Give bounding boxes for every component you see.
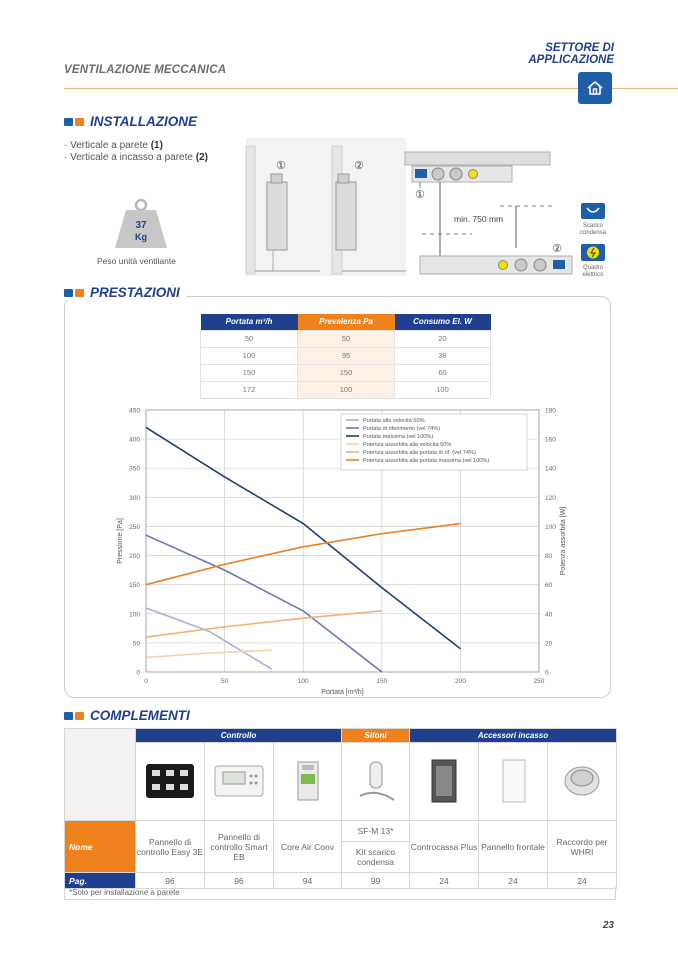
cell: 100 xyxy=(395,381,491,398)
legend-entry: Portata alla velocità 50% xyxy=(363,418,425,424)
y-tick-label: 200 xyxy=(129,553,140,561)
x-tick-label: 0 xyxy=(144,678,148,685)
cell: 60 xyxy=(395,364,491,381)
cell: 100 xyxy=(298,381,395,398)
complementi-table xyxy=(64,728,617,889)
item-name: SF-M 13* xyxy=(342,821,409,842)
installazione-heading xyxy=(64,114,197,129)
y-tick-label: 300 xyxy=(129,494,140,502)
y-tick-label: 0 xyxy=(136,669,140,677)
prestazioni-heading xyxy=(64,285,186,300)
diagram-mark-2: ② xyxy=(354,159,364,172)
y-tick-label: 50 xyxy=(132,640,140,648)
weight-value: 37 xyxy=(135,220,147,231)
cell: 95 xyxy=(298,347,395,364)
weight-unit: Kg xyxy=(135,232,147,242)
cell: 50 xyxy=(298,330,395,347)
item-name-2: Kit scarico condensa xyxy=(355,847,396,867)
sector-line-2: APPLICAZIONE xyxy=(528,54,614,66)
y-tick-label: 100 xyxy=(129,611,140,619)
series-line-5 xyxy=(146,611,382,637)
group-accessori: Accessori incasso xyxy=(410,729,617,743)
col-portata: Portata m³/h xyxy=(201,314,298,330)
page-number: 23 xyxy=(602,920,614,931)
item-page: 99 xyxy=(342,873,410,889)
item-name-cell xyxy=(342,821,410,873)
y2-tick-label: 140 xyxy=(545,465,556,473)
prestazioni-title: PRESTAZIONI xyxy=(90,285,180,300)
box-image xyxy=(410,743,479,821)
y2-tick-label: 20 xyxy=(545,640,553,648)
y2-tick-label: 60 xyxy=(545,582,553,590)
x-tick-label: 100 xyxy=(297,678,309,685)
x-tick-label: 50 xyxy=(220,678,229,685)
house-icon xyxy=(578,72,612,104)
table-row xyxy=(201,364,491,381)
scarico-label-1: Scarico xyxy=(582,223,604,229)
fitting-image xyxy=(548,743,617,821)
x-axis-label: Portata [m³/h] xyxy=(321,689,364,696)
performance-table xyxy=(200,314,491,399)
y-tick-label: 350 xyxy=(129,465,140,473)
complementi-heading xyxy=(64,708,190,723)
din-module-image xyxy=(274,743,342,821)
section-title: VENTILAZIONE MECCANICA xyxy=(64,64,227,76)
control-panel-image xyxy=(136,743,205,821)
col-consumo: Consumo El. W xyxy=(395,314,491,330)
item-name: Core Air Conv xyxy=(274,821,342,873)
legend-entry: Potenza assorbita alla portata massima (vel 100%) xyxy=(363,458,490,464)
weight-label: Peso unità ventilante xyxy=(97,256,176,266)
front-panel-image xyxy=(479,743,548,821)
cell: 38 xyxy=(395,347,491,364)
diagram-mark-2b: ② xyxy=(552,242,562,255)
sector-label xyxy=(474,42,614,66)
y2-tick-label: 180 xyxy=(545,407,556,415)
corner-cell xyxy=(65,729,136,821)
y2-tick-label: 40 xyxy=(545,611,553,619)
scarico-condensa-icon xyxy=(581,203,605,219)
y2-tick-label: 160 xyxy=(545,436,556,444)
y2-tick-label: 0 xyxy=(545,669,549,677)
distance-label: min. 750 mm xyxy=(454,214,504,224)
y2-tick-label: 80 xyxy=(545,553,553,561)
item-name: Controcassa Plus xyxy=(410,821,479,873)
x-tick-label: 150 xyxy=(376,678,388,685)
install-item-1: · Verticale a parete (1) xyxy=(64,140,163,151)
x-tick-label: 200 xyxy=(454,678,466,685)
cell: 20 xyxy=(395,330,491,347)
item-name: Pannello frontale xyxy=(479,821,548,873)
footnote: *Solo per installazione a parete xyxy=(64,886,616,900)
cell: 150 xyxy=(201,364,298,381)
row-pag: Pag. xyxy=(65,873,136,889)
legend-entry: Portata massima (vel 100%) xyxy=(363,434,434,440)
installation-diagram xyxy=(240,138,620,280)
cell: 50 xyxy=(201,330,298,347)
y2-tick-label: 120 xyxy=(545,494,556,502)
cell: 172 xyxy=(201,381,298,398)
legend-entry: Potenza assorbita alla velocità 50% xyxy=(363,442,452,448)
group-controllo: Controllo xyxy=(136,729,342,743)
quadro-label-1: Quadro xyxy=(582,265,604,271)
diagram-mark-1b: ① xyxy=(415,188,425,201)
y-tick-label: 250 xyxy=(129,523,140,531)
item-name: Pannello di controllo Easy 3E xyxy=(136,821,205,873)
item-page: 96 xyxy=(136,873,205,889)
y-tick-label: 450 xyxy=(129,407,140,415)
y2-axis-label: Potenza assorbita [W] xyxy=(560,506,567,576)
item-name: Raccordo per WHRI xyxy=(548,821,617,873)
quadro-label-2: elettrico xyxy=(582,272,604,278)
siphon-image xyxy=(342,743,410,821)
diagram-mark-1: ① xyxy=(276,159,286,172)
y2-tick-label: 100 xyxy=(545,523,556,531)
col-prevalenza: Prevalenza Pa xyxy=(298,314,395,330)
weight-icon xyxy=(112,198,170,250)
y-axis-label: Pressione [Pa] xyxy=(117,518,124,564)
x-tick-label: 250 xyxy=(533,678,545,685)
table-row xyxy=(201,330,491,347)
thermostat-image xyxy=(205,743,274,821)
item-page: 24 xyxy=(410,873,479,889)
table-row xyxy=(201,347,491,364)
series-line-1 xyxy=(146,608,272,669)
item-page: 24 xyxy=(479,873,548,889)
cell: 150 xyxy=(298,364,395,381)
item-page: 94 xyxy=(274,873,342,889)
scarico-label-2: condensa xyxy=(579,230,607,236)
item-page: 24 xyxy=(548,873,617,889)
group-sifoni: Sifoni xyxy=(342,729,410,743)
sector-line-1: SETTORE DI xyxy=(545,42,614,54)
cell: 100 xyxy=(201,347,298,364)
item-page: 96 xyxy=(205,873,274,889)
complementi-title: COMPLEMENTI xyxy=(90,708,190,723)
install-item-2: · Verticale a incasso a parete (2) xyxy=(64,152,208,163)
installazione-title: INSTALLAZIONE xyxy=(90,114,197,129)
series-line-4 xyxy=(146,650,272,657)
table-row xyxy=(201,381,491,398)
y-tick-label: 150 xyxy=(129,582,140,590)
row-nome: Nome xyxy=(65,821,136,873)
y-tick-label: 400 xyxy=(129,436,140,444)
item-name: Pannello di controllo Smart EB xyxy=(205,821,274,873)
performance-chart xyxy=(100,402,580,697)
legend-entry: Portata di riferimento (vel 74%) xyxy=(363,426,441,432)
legend-entry: Potenza assorbita alla portata di rif. (vel 74%) xyxy=(363,450,476,456)
